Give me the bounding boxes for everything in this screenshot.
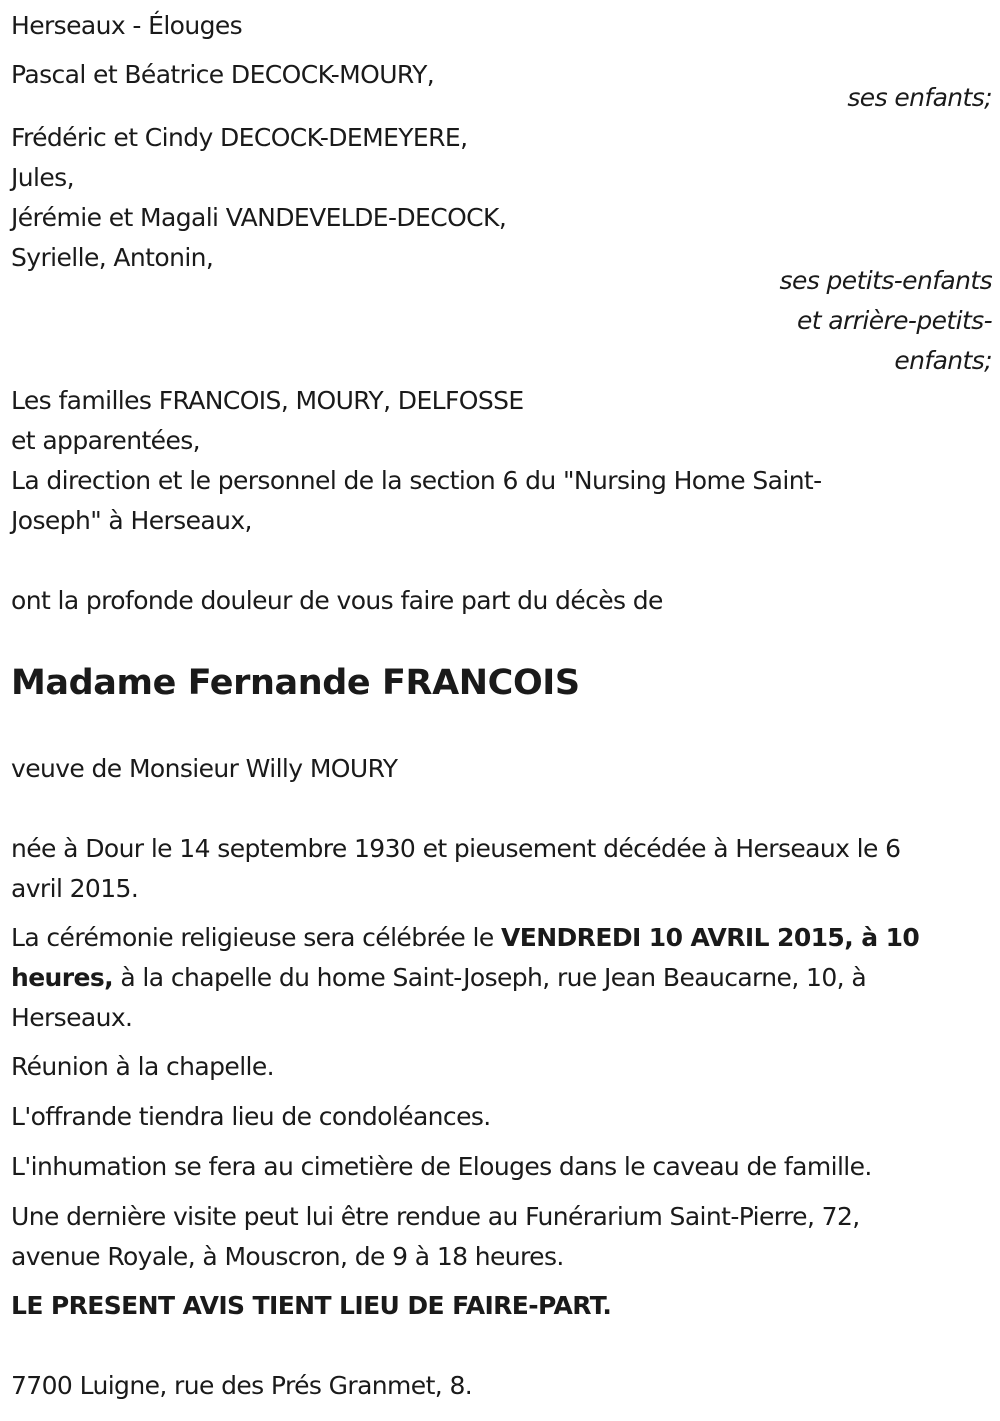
address-line: 7700 Luigne, rue des Prés Granmet, 8. bbox=[11, 1371, 473, 1400]
ceremony-time: heures, bbox=[11, 963, 114, 992]
location-header: Herseaux - Élouges bbox=[11, 11, 243, 40]
ceremony-line-2 bbox=[11, 958, 866, 998]
visit-line-2: avenue Royale, à Mouscron, de 9 à 18 heures. bbox=[11, 1242, 564, 1271]
birth-death-line-2: avril 2015. bbox=[11, 874, 139, 903]
grandchildren-line-3: Jérémie et Magali VANDEVELDE-DECOCK, bbox=[11, 203, 507, 232]
faire-part-notice: LE PRESENT AVIS TIENT LIEU DE FAIRE-PART. bbox=[11, 1291, 612, 1320]
spouse-line: veuve de Monsieur Willy MOURY bbox=[11, 754, 398, 783]
grandchildren-role-2: et arrière-petits- bbox=[796, 306, 992, 335]
burial-line: L'inhumation se fera au cimetière de Elouges dans le caveau de famille. bbox=[11, 1152, 872, 1181]
ceremony-place: à la chapelle du home Saint-Joseph, rue Jean Beaucarne, 10, à bbox=[113, 963, 867, 992]
grandchildren-line-1: Frédéric et Cindy DECOCK-DEMEYERE, bbox=[11, 123, 468, 152]
families-line-1: Les familles FRANCOIS, MOURY, DELFOSSE bbox=[11, 386, 524, 415]
children-role: ses enfants; bbox=[847, 83, 992, 112]
families-line-4: Joseph" à Herseaux, bbox=[11, 506, 252, 535]
children-line: Pascal et Béatrice DECOCK-MOURY, bbox=[11, 60, 435, 89]
grandchildren-role-3: enfants; bbox=[894, 346, 992, 375]
offering-line: L'offrande tiendra lieu de condoléances. bbox=[11, 1102, 491, 1131]
families-line-2: et apparentées, bbox=[11, 426, 200, 455]
deceased-name: Madame Fernande FRANCOIS bbox=[11, 663, 580, 703]
grandchildren-role-1: ses petits-enfants bbox=[779, 266, 992, 295]
ceremony-intro: La cérémonie religieuse sera célébrée le bbox=[11, 923, 501, 952]
ceremony-line-3: Herseaux. bbox=[11, 1003, 133, 1032]
announcement: ont la profonde douleur de vous faire part du décès de bbox=[11, 586, 663, 615]
birth-death-line-1: née à Dour le 14 septembre 1930 et pieusement décédée à Herseaux le 6 bbox=[11, 834, 901, 863]
ceremony-date: VENDREDI 10 AVRIL 2015, à 10 bbox=[500, 923, 920, 952]
ceremony-line-1 bbox=[11, 918, 919, 958]
families-line-3: La direction et le personnel de la section 6 du "Nursing Home Saint- bbox=[11, 466, 822, 495]
grandchildren-line-2: Jules, bbox=[11, 163, 74, 192]
visit-line-1: Une dernière visite peut lui être rendue au Funérarium Saint-Pierre, 72, bbox=[11, 1202, 860, 1231]
meeting-line: Réunion à la chapelle. bbox=[11, 1052, 275, 1081]
grandchildren-line-4: Syrielle, Antonin, bbox=[11, 243, 214, 272]
